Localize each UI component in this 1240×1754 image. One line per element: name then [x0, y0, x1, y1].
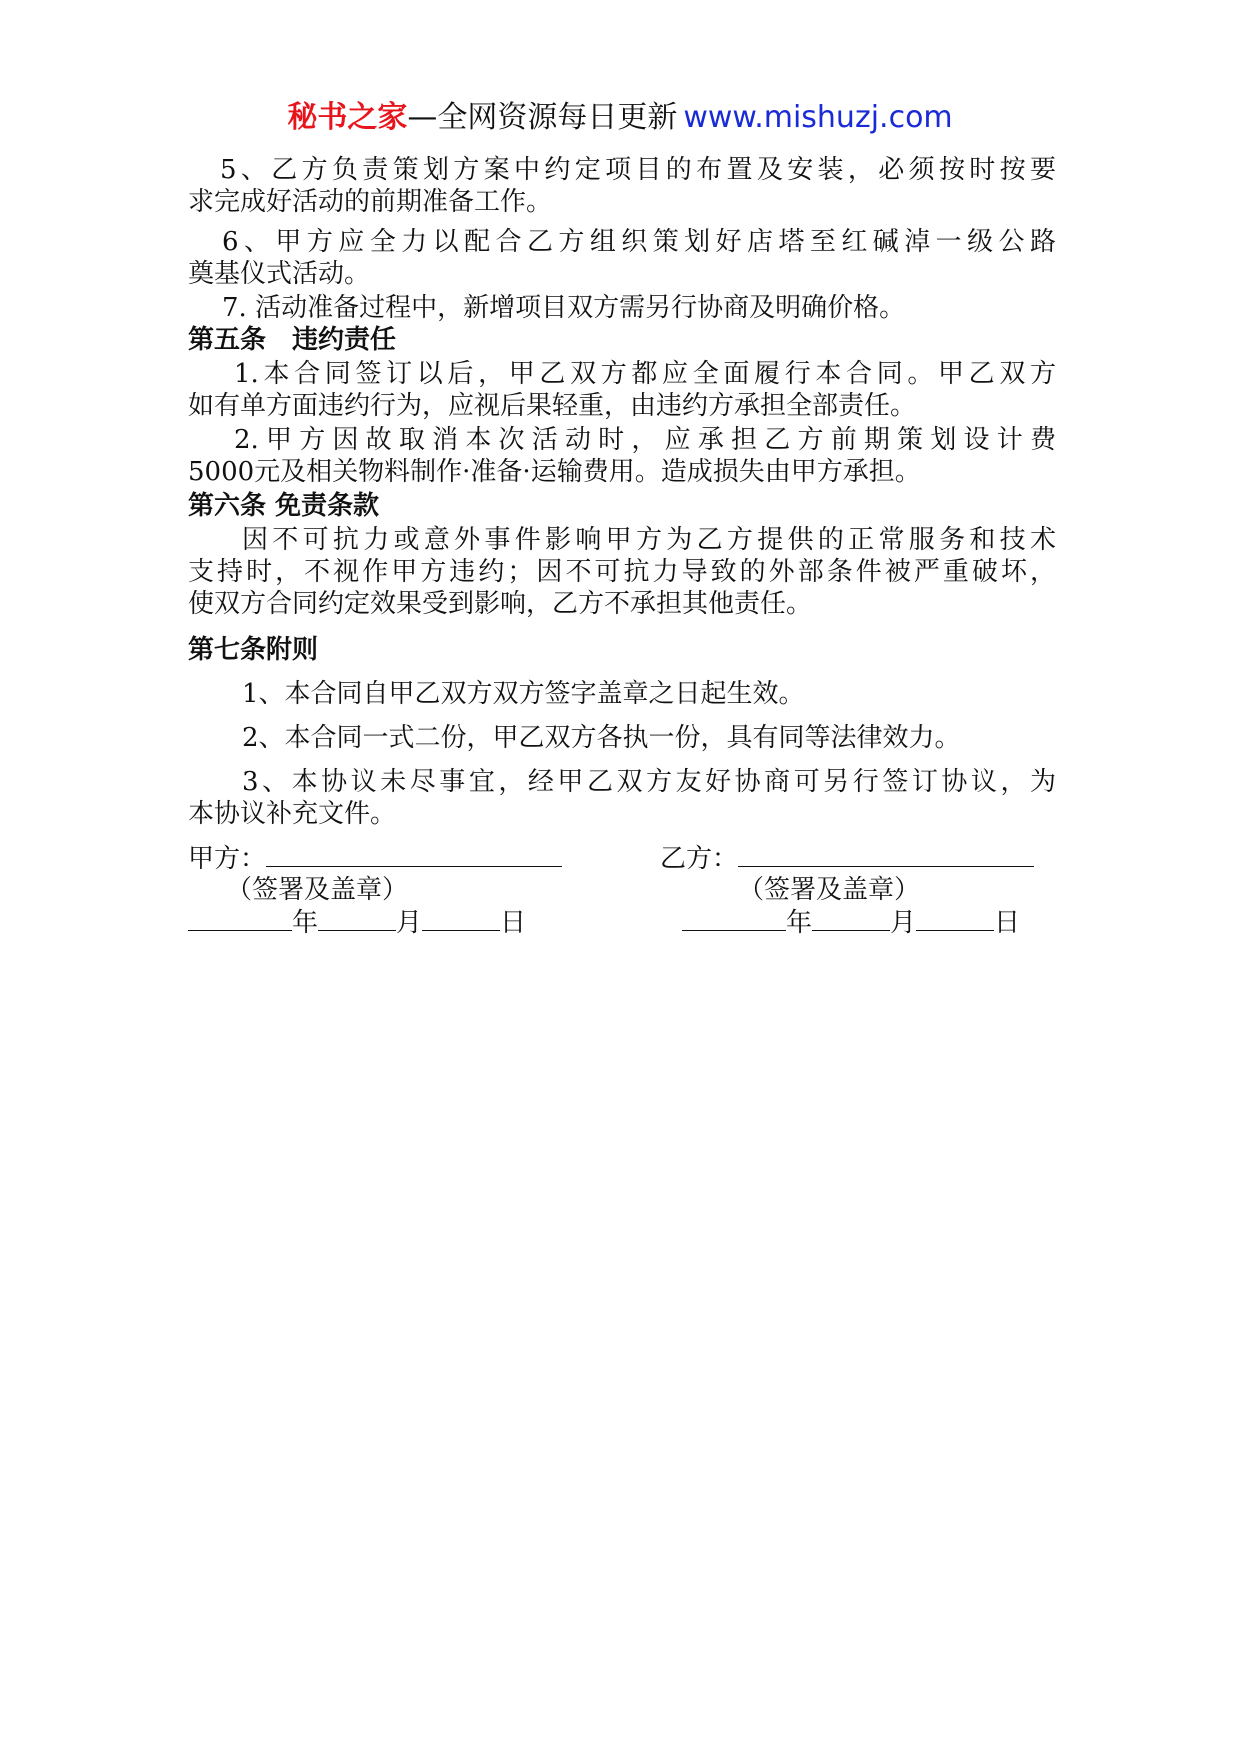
- party-a-seal-note: （签署及盖章）: [226, 875, 409, 905]
- article-7-clause-1: 1、本合同自甲乙双方双方签字盖章之日起生效。: [242, 679, 805, 709]
- article-5-clause-1-line-2: 如有单方面违约行为，应视后果轻重，由违约方承担全部责任。: [188, 391, 917, 421]
- item-5-line-1: 5、乙方负责策划方案中约定项目的布置及安装，必须按时按要: [220, 155, 1056, 185]
- site-url-link[interactable]: www.mishuzj.com: [683, 100, 953, 135]
- day-label: 日: [500, 908, 527, 938]
- article-7-title: 第七条附则: [188, 635, 319, 665]
- party-a-year-field: [188, 906, 292, 931]
- party-a-label: 甲方：: [188, 844, 267, 874]
- article-6-line-2: 支持时，不视作甲方违约；因不可抗力导致的外部条件被严重破坏，: [188, 557, 1056, 587]
- party-a-date-line: [188, 906, 526, 939]
- party-b-month-field: [812, 906, 890, 931]
- article-7-clause-2: 2、本合同一式二份，甲乙双方各执一份，具有同等法律效力。: [242, 723, 961, 753]
- party-a-signature-line: [188, 842, 562, 875]
- party-a-month-field: [318, 906, 396, 931]
- month-label: 月: [890, 908, 917, 938]
- party-b-label: 乙方：: [660, 844, 739, 874]
- party-a-day-field: [422, 906, 500, 931]
- year-label: 年: [292, 908, 319, 938]
- day-label: 日: [994, 908, 1021, 938]
- party-b-seal-note: （签署及盖章）: [738, 875, 921, 905]
- article-5-title: 第五条 违约责任: [188, 325, 397, 355]
- article-7-clause-3-line-1: 3、本协议未尽事宜，经甲乙双方友好协商可另行签订协议，为: [242, 767, 1056, 797]
- party-b-day-field: [916, 906, 994, 931]
- article-6-line-1: 因不可抗力或意外事件影响甲方为乙方提供的正常服务和技术: [242, 525, 1056, 555]
- item-6-line-1: 6、甲方应全力以配合乙方组织策划好店塔至红碱淖一级公路: [222, 227, 1056, 257]
- site-banner: [0, 98, 1240, 138]
- party-b-date-line: [682, 906, 1020, 939]
- article-6-title: 第六条 免责条款: [188, 491, 380, 521]
- party-b-year-field: [682, 906, 786, 931]
- party-a-signature-field: [266, 842, 562, 867]
- article-5-clause-2-line-2: 5000元及相关物料制作·准备·运输费用。造成损失由甲方承担。: [188, 457, 921, 487]
- banner-slogan: —全网资源每日更新: [407, 100, 678, 135]
- article-7-clause-3-line-2: 本协议补充文件。: [188, 799, 397, 829]
- party-b-signature-field: [738, 842, 1034, 867]
- article-5-clause-1-line-1: 1.本合同签订以后，甲乙双方都应全面履行本合同。甲乙双方: [234, 359, 1056, 389]
- item-7: 7. 活动准备过程中，新增项目双方需另行协商及明确价格。: [222, 293, 906, 323]
- article-6-line-3: 使双方合同约定效果受到影响，乙方不承担其他责任。: [188, 589, 813, 619]
- item-5-line-2: 求完成好活动的前期准备工作。: [188, 187, 553, 217]
- brand-name: 秘书之家: [287, 100, 408, 135]
- month-label: 月: [396, 908, 423, 938]
- year-label: 年: [786, 908, 813, 938]
- item-6-line-2: 奠基仪式活动。: [188, 259, 371, 289]
- party-b-signature-line: [660, 842, 1034, 875]
- article-5-clause-2-line-1: 2.甲方因故取消本次活动时，应承担乙方前期策划设计费: [234, 425, 1056, 455]
